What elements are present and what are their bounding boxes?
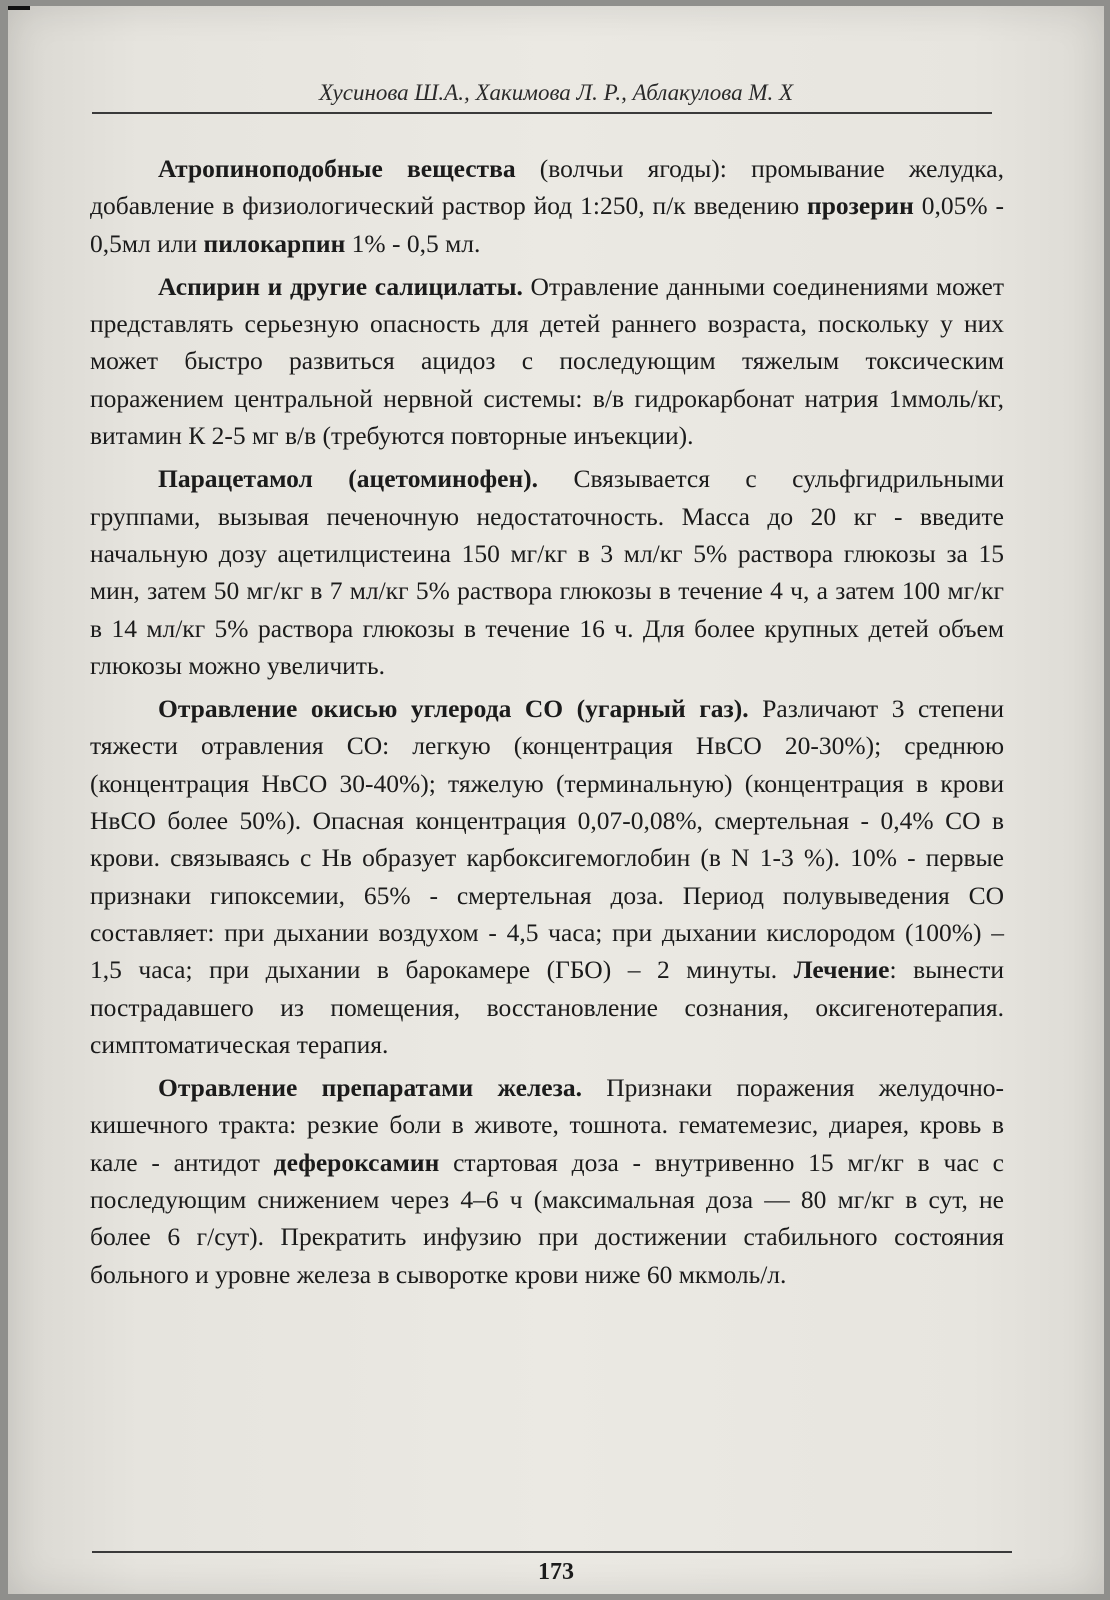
paragraph-carbon-monoxide (90, 690, 1004, 1063)
footer-divider (92, 1551, 1012, 1553)
body-text: Связывается с сульфгидрильными группами, вызывая печеночную недостаточность. Масса до 20 кг - введите начальную дозу ацетилцистеина 150 мг/кг в 3 мл/кг 5% раствора глюкозы за 15 мин, затем 50 мг/кг в 7 мл/кг 5% раствора глюкозы в течение 4 ч, а затем 100 мг/кг в 14 мл/кг 5% раствора глюкозы в течение 16 ч. Для более крупных детей объем глюкозы можно увеличить. (90, 464, 1004, 680)
paragraph-atropine (90, 150, 1004, 262)
bold-term: Атропиноподобные вещества (158, 154, 516, 183)
body-text: Признаки поражения желудочно-кишечного тракта: резкие боли в животе, тошнота. гематемезис, диарея, кровь в кале - антидот (90, 1073, 1005, 1177)
scan-edge-mark (8, 6, 30, 10)
header-divider (92, 112, 992, 114)
body-text: (волчьи ягоды): промывание желудка, добавление в физиологический раствор йод 1:250, п/к введению (90, 154, 1004, 221)
page-number: 173 (538, 1559, 574, 1585)
paragraph-aspirin (90, 268, 1004, 454)
running-header-authors: Хусинова Ш.А., Хакимова Л. Р., Аблакулова М. Х (318, 80, 794, 105)
bold-term: Лечение (793, 955, 890, 985)
body-text: 0,05% - 0,5мл или (90, 191, 1004, 258)
body-text: стартовая доза - внутривенно 15 мг/кг в час с последующим снижением через 4–6 ч (максимальная доза — 80 мг/кг в сут, не более 6 г/сут). Прекратить инфузию при достижении стабильного состояния больного и уровне железа в сыворотке крови ниже 60 мкмоль/л. (90, 1147, 1004, 1289)
body-text: Различают 3 степени тяжести отравления СО: легкую (концентрация НвСО 20-30%); среднюю (концентрация НвСО 30-40%); тяжелую (терминальную) (концентрация в крови НвСО более 50%). Опасная концентрация 0,07-0,08%, смертельная - 0,4% СО в крови. связываясь с Нв образует карбоксигемоглобин (в N 1-3 %). 10% - первые признаки гипоксемии, 65% - смертельная доза. Период полувыведения СО составляет: при дыхании воздухом - 4,5 часа; при дыхании кислородом (100%) – 1,5 часа; при дыхании в барокамере (ГБО) – 2 минуты. (90, 694, 1005, 985)
bold-term: пилокарпин (203, 228, 346, 258)
body-text: Отравление данными соединениями может представлять серьезную опасность для детей раннего возраста, поскольку у них может быстро развиться ацидоз с последующим тяжелым токсическим поражением центральной нервной системы: в/в гидрокарбонат натрия 1ммоль/кг, витамин К 2-5 мг в/в (требуются повторные инъекции). (90, 271, 1004, 451)
book-page (8, 6, 1104, 1594)
bold-term: прозерин (807, 191, 914, 221)
bold-term: Отравление препаратами железа. (158, 1073, 582, 1103)
page-body (90, 150, 1004, 1299)
bold-term: дефероксамин (273, 1147, 440, 1177)
paragraph-paracetamol (90, 460, 1004, 684)
bold-term: Парацетамол (ацетоминофен). (158, 464, 539, 494)
paragraph-iron (90, 1069, 1004, 1293)
body-text: 1% - 0,5 мл. (345, 228, 481, 258)
bold-term: Аспирин и другие салицилаты. (158, 271, 523, 301)
body-text: : вынести пострадавшего из помещения, восстановление сознания, оксигенотерапия. симптоматическая терапия. (90, 955, 1004, 1059)
bold-term: Отравление окисью углерода СО (угарный газ). (158, 694, 749, 724)
